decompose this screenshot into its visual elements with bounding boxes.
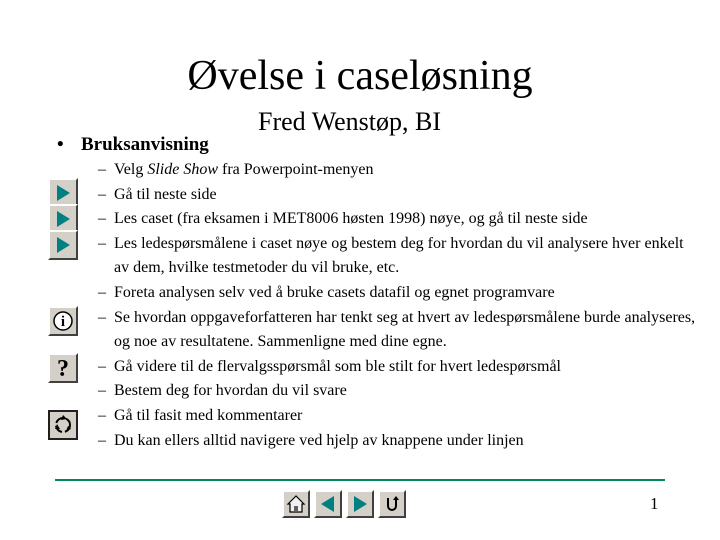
recycle-button[interactable] (48, 410, 78, 440)
list-item (98, 207, 698, 232)
question-icon (52, 356, 74, 380)
list-item (98, 183, 698, 208)
item-text: Foreta analysen selv ved å bruke casets datafil og egnet programvare (114, 283, 555, 301)
item-text: Les caset (fra eksamen i MET8006 høsten 1998) nøye, og gå til neste side (114, 210, 588, 228)
item-text: Du kan ellers alltid navigere ved hjelp av knappene under linjen (114, 431, 524, 449)
list-item (98, 355, 698, 380)
info-button[interactable] (48, 306, 78, 336)
navigation-bar (282, 490, 406, 518)
item-text-emphasis: Slide Show (147, 161, 218, 178)
dash-marker: – (98, 210, 106, 228)
dash-marker: – (98, 382, 106, 400)
dash-marker: – (98, 234, 106, 252)
previous-icon (318, 494, 338, 514)
home-button[interactable] (282, 490, 310, 518)
slide-title: Øvelse i caseløsning (187, 53, 533, 99)
list-item (98, 158, 698, 183)
item-text: Les ledespørsmålene i caset nøye og bestem deg for hvordan du vil analysere hver enkelt av dem, hvilke testmetoder du vil bruke, etc. (114, 234, 684, 277)
list-item (98, 306, 698, 355)
list-item (98, 429, 698, 454)
section-heading-label: Bruksanvisning (81, 134, 209, 155)
return-icon (382, 494, 402, 514)
item-text: Gå til fasit med kommentarer (114, 406, 303, 424)
page-number: 1 (650, 494, 659, 513)
dash-marker: – (98, 185, 106, 203)
dash-marker: – (98, 431, 106, 449)
item-text-pre: Velg (114, 161, 148, 178)
question-button[interactable] (48, 353, 78, 383)
item-text: Bestem deg for hvordan du vil svare (114, 382, 347, 400)
instruction-list (98, 158, 698, 453)
item-text: Gå videre til de flervalgsspørsmål som ble stilt for hvert ledespørsmål (114, 357, 561, 375)
previous-button[interactable] (314, 490, 342, 518)
section-heading (57, 133, 209, 157)
play-icon (53, 183, 73, 203)
next-icon (350, 494, 370, 514)
dash-marker: – (98, 357, 106, 375)
info-icon (52, 310, 74, 332)
list-item (98, 404, 698, 429)
separator-line (55, 479, 665, 481)
list-item (98, 379, 698, 404)
home-icon (286, 494, 306, 514)
item-text: Se hvordan oppgaveforfatteren har tenkt seg at hvert av ledespørsmålene burde analyseres, og noe av resultatene. Sammenligne med dine egne. (114, 308, 696, 351)
item-text-post: fra Powerpoint-menyen (218, 161, 374, 178)
return-button[interactable] (378, 490, 406, 518)
dash-marker: – (98, 161, 106, 178)
list-item (98, 232, 698, 281)
svg-text:i: i (60, 314, 66, 330)
play-icon (53, 235, 73, 255)
next-button[interactable] (346, 490, 374, 518)
recycle-icon (52, 414, 74, 436)
dash-marker: – (98, 308, 106, 326)
bullet-marker: • (57, 134, 64, 155)
slide-subtitle: Fred Wenstøp, BI (258, 107, 442, 136)
dash-marker: – (98, 406, 106, 424)
play-icon (53, 209, 73, 229)
list-item (98, 281, 698, 306)
play-button-3[interactable] (48, 230, 78, 260)
svg-text:?: ? (57, 356, 69, 380)
dash-marker: – (98, 283, 106, 301)
item-text: Gå til neste side (114, 185, 217, 203)
